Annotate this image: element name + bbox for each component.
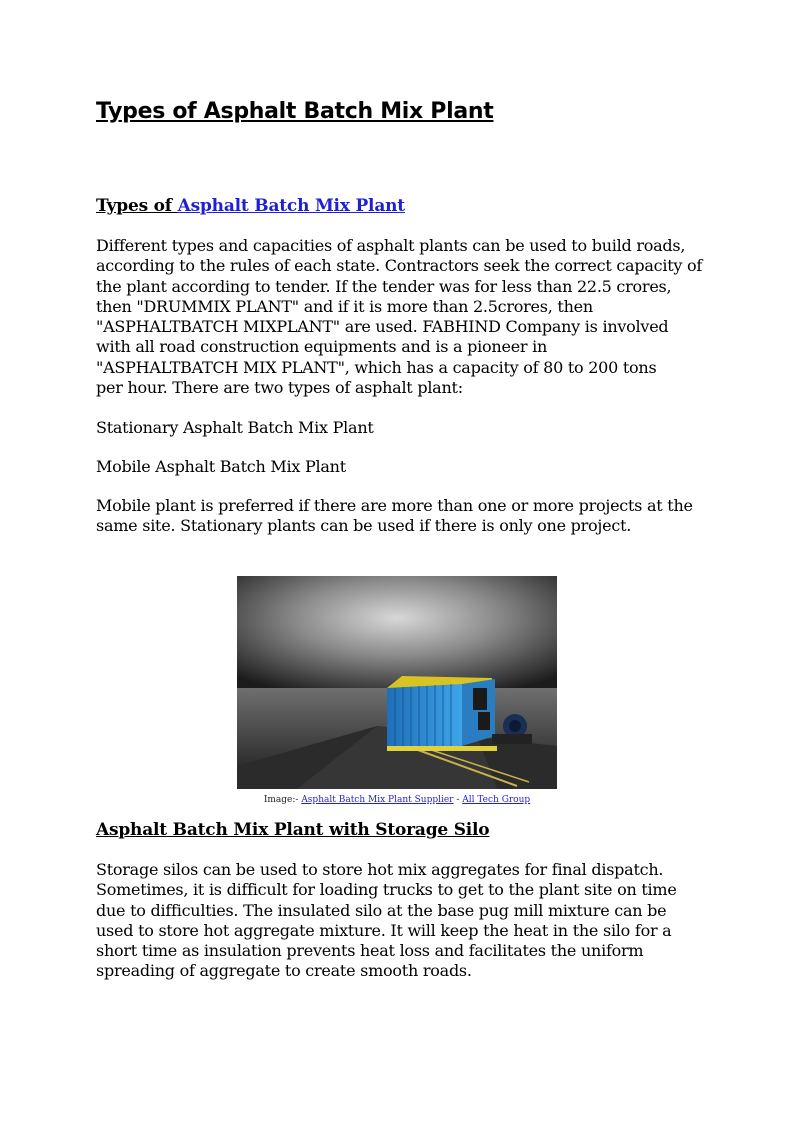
paragraph-line: then "DRUMMIX PLANT" and if it is more than 2.5crores, then	[96, 296, 593, 316]
all-tech-group-link[interactable]: All Tech Group	[462, 795, 531, 805]
image-caption	[96, 795, 698, 805]
paragraph-line: Different types and capacities of asphalt plants can be used to build roads,	[96, 236, 686, 255]
asphalt-plant-photo	[237, 576, 557, 789]
paragraph-line: the plant according to tender. If the tender was for less than 22.5 crores,	[96, 276, 672, 296]
supplier-link[interactable]: Asphalt Batch Mix Plant Supplier	[301, 795, 454, 805]
paragraph-line: per hour. There are two types of asphalt plant:	[96, 378, 463, 398]
storage-silo-paragraph	[96, 860, 706, 982]
paragraph-line: Mobile plant is preferred if there are more than one or more projects at the	[96, 496, 693, 515]
paragraph-line: used to store hot aggregate mixture. It will keep the heat in the silo for a	[96, 920, 672, 940]
paragraph-line: Storage silos can be used to store hot mix aggregates for final dispatch.	[96, 860, 664, 879]
plant-type-mobile: Mobile Asphalt Batch Mix Plant	[96, 457, 346, 476]
section-heading-types	[96, 196, 405, 216]
caption-prefix: Image:-	[263, 795, 302, 805]
section-heading-storage-silo: Asphalt Batch Mix Plant with Storage Silo	[96, 820, 490, 840]
paragraph-line: spreading of aggregate to create smooth roads.	[96, 961, 472, 981]
paragraph-line: "ASPHALTBATCH MIX PLANT", which has a capacity of 80 to 200 tons	[96, 357, 657, 377]
paragraph-line: with all road construction equipments and is a pioneer in	[96, 337, 548, 357]
intro-paragraph	[96, 236, 706, 398]
paragraph-line: same site. Stationary plants can be used if there is only one project.	[96, 516, 632, 536]
section-heading-prefix: Types of	[96, 196, 178, 216]
paragraph-line: short time as insulation prevents heat loss and facilitates the uniform	[96, 941, 644, 961]
page-title: Types of Asphalt Batch Mix Plant	[96, 99, 494, 124]
paragraph-line: "ASPHALTBATCH MIXPLANT" are used. FABHIND Company is involved	[96, 317, 669, 337]
caption-separator: -	[453, 795, 463, 805]
paragraph-line: Sometimes, it is difficult for loading trucks to get to the plant site on time	[96, 880, 677, 900]
mobile-vs-stationary-paragraph	[96, 496, 706, 537]
paragraph-line: due to difficulties. The insulated silo at the base pug mill mixture can be	[96, 900, 667, 920]
plant-type-stationary: Stationary Asphalt Batch Mix Plant	[96, 418, 374, 437]
paragraph-line: according to the rules of each state. Contractors seek the correct capacity of	[96, 256, 703, 276]
asphalt-batch-mix-plant-link[interactable]: Asphalt Batch Mix Plant	[177, 196, 405, 216]
